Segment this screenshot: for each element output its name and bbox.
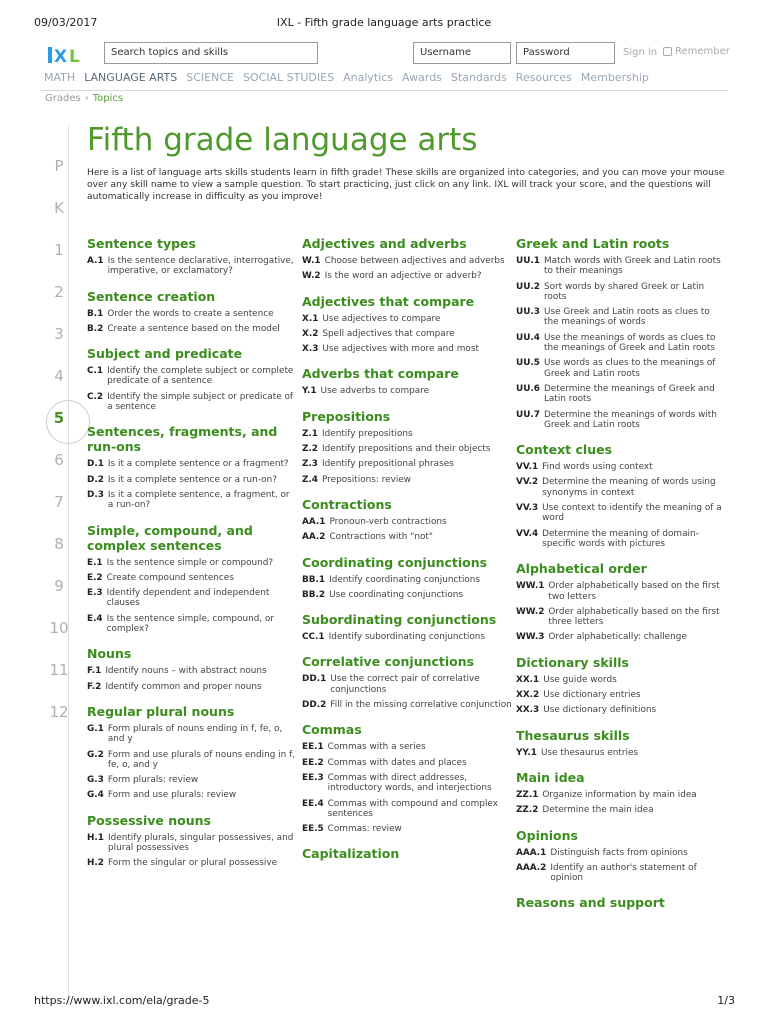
skill-link[interactable] xyxy=(516,690,726,700)
skill-name[interactable]: Determine the meaning of domain-specific words with pictures xyxy=(542,528,699,549)
skill-code: Z.2 xyxy=(302,444,318,455)
skill-name[interactable]: Use the correct pair of correlative conjunctions xyxy=(330,674,480,695)
skill-category xyxy=(516,442,726,549)
breadcrumb-topics[interactable]: Topics xyxy=(92,93,124,104)
skill-link[interactable] xyxy=(302,517,512,527)
skill-name[interactable]: Spell adjectives that compare xyxy=(322,328,455,339)
skill-code: VV.4 xyxy=(516,528,539,539)
skill-link[interactable] xyxy=(516,675,726,685)
category-title[interactable]: Sentences, fragments, and run-ons xyxy=(87,424,278,455)
skill-code: AAA.2 xyxy=(516,862,547,873)
skill-link[interactable] xyxy=(516,863,726,884)
skill-name[interactable]: Identify an author's statement of opinion xyxy=(550,862,697,884)
grade-4[interactable]: 4 xyxy=(54,367,64,385)
nav-item-social-studies[interactable]: SOCIAL STUDIES xyxy=(242,71,335,84)
category-title[interactable]: Simple, compound, and complex sentences xyxy=(87,522,253,553)
skill-name[interactable]: Use Greek and Latin roots as clues to the meanings of words xyxy=(543,307,710,328)
skill-code: A.1 xyxy=(87,256,104,266)
skill-name[interactable]: Use the meanings of words as clues to the meanings of Greek and Latin roots xyxy=(543,332,716,354)
skill-name[interactable]: Find words using context xyxy=(542,462,653,473)
category-title[interactable]: Opinions xyxy=(516,827,578,843)
skill-code: F.2 xyxy=(87,681,102,692)
nav-item-science[interactable]: SCIENCE xyxy=(186,71,234,84)
skill-code: X.3 xyxy=(302,344,319,355)
skill-link[interactable] xyxy=(302,314,512,324)
skill-name[interactable]: Commas with a series xyxy=(327,742,426,753)
skill-link[interactable] xyxy=(516,282,726,303)
skill-name[interactable]: Form plurals: review xyxy=(107,775,199,786)
skill-code: Y.1 xyxy=(302,386,317,397)
skill-link[interactable] xyxy=(87,750,297,771)
skill-code: G.3 xyxy=(87,775,104,786)
category-title[interactable]: Regular plural nouns xyxy=(87,703,235,719)
skill-link[interactable] xyxy=(87,724,297,745)
skill-name[interactable]: Commas with direct addresses, introductory words, and interjections xyxy=(327,772,492,794)
print-page-number: 1/3 xyxy=(717,994,735,1007)
category-title[interactable]: Dictionary skills xyxy=(516,654,629,670)
skill-category xyxy=(516,655,726,716)
skill-code: EE.5 xyxy=(302,824,324,835)
category-title[interactable]: Adjectives that compare xyxy=(302,293,475,309)
sign-in-button[interactable]: Sign in xyxy=(623,47,658,58)
skill-link[interactable] xyxy=(87,775,297,785)
skill-code: AAA.1 xyxy=(516,847,547,858)
category-title[interactable]: Correlative conjunctions xyxy=(302,654,475,670)
skill-link[interactable] xyxy=(302,742,512,752)
skill-link[interactable] xyxy=(302,459,512,469)
breadcrumb xyxy=(45,93,123,104)
grade-9[interactable]: 9 xyxy=(54,577,64,595)
skill-category xyxy=(516,561,726,642)
nav-item-membership[interactable]: Membership xyxy=(580,71,649,84)
skill-name[interactable]: Order the words to create a sentence xyxy=(107,308,274,319)
skill-name[interactable]: Is the sentence simple, compound, or complex? xyxy=(106,613,275,635)
skill-name[interactable]: Contractions with "not" xyxy=(329,532,433,543)
skill-name[interactable]: Identify prepositions and their objects xyxy=(321,444,491,455)
category-title[interactable]: Context clues xyxy=(516,442,613,458)
skill-category xyxy=(87,813,297,869)
skill-category xyxy=(516,828,726,884)
skill-link[interactable] xyxy=(87,573,297,583)
skill-link[interactable] xyxy=(302,824,512,834)
skill-name[interactable]: Determine the meanings of words with Greek and Latin roots xyxy=(543,409,717,430)
print-date: 09/03/2017 xyxy=(34,16,98,29)
skill-code: VV.1 xyxy=(516,462,539,473)
skills-column-1 xyxy=(87,236,297,881)
skill-name[interactable]: Use adverbs to compare xyxy=(320,386,430,397)
skill-category xyxy=(516,895,726,910)
skill-name[interactable]: Prepositions: review xyxy=(321,474,412,485)
skill-link[interactable] xyxy=(302,773,512,794)
breadcrumb-separator: › xyxy=(84,93,89,104)
print-title: IXL - Fifth grade language arts practice xyxy=(276,16,492,29)
remember-toggle[interactable] xyxy=(663,46,730,57)
page-title: Fifth grade language arts xyxy=(87,122,478,158)
skill-code: DD.2 xyxy=(302,700,327,711)
skill-name[interactable]: Organize information by main idea xyxy=(542,789,697,800)
nav-item-analytics[interactable]: Analytics xyxy=(343,71,394,84)
skill-name[interactable]: Is the sentence simple or compound? xyxy=(106,557,274,568)
skill-link[interactable] xyxy=(516,307,726,328)
skill-name[interactable]: Use words as clues to the meanings of Greek and Latin roots xyxy=(543,358,716,379)
skill-link[interactable] xyxy=(516,805,726,815)
category-title[interactable]: Subordinating conjunctions xyxy=(302,612,497,628)
category-title[interactable]: Greek and Latin roots xyxy=(516,236,670,251)
nav-item-standards[interactable]: Standards xyxy=(450,71,507,84)
skill-category xyxy=(302,654,512,710)
skill-link[interactable] xyxy=(302,444,512,454)
skill-link[interactable] xyxy=(302,799,512,820)
skill-code: ZZ.2 xyxy=(516,805,539,816)
skill-link[interactable] xyxy=(87,366,297,387)
skill-name[interactable]: Identify common and proper nouns xyxy=(105,681,262,692)
skill-category xyxy=(302,236,512,282)
grade-rail-divider xyxy=(68,125,69,1005)
grade-10[interactable]: 10 xyxy=(49,619,69,637)
skill-name[interactable]: Identify the simple subject or predicate of a sentence xyxy=(107,391,294,413)
skill-code: WW.3 xyxy=(516,632,545,643)
skill-code: UU.6 xyxy=(516,383,540,394)
skill-name[interactable]: Determine the main idea xyxy=(542,805,654,816)
skill-link[interactable] xyxy=(302,632,512,642)
svg-text:X: X xyxy=(54,47,68,65)
skill-name[interactable]: Is the sentence declarative, interrogative, imperative, or exclamatory? xyxy=(107,256,294,277)
skill-link[interactable] xyxy=(87,558,297,568)
skill-code: G.4 xyxy=(87,790,104,801)
category-title[interactable]: Subject and predicate xyxy=(87,346,243,362)
ixl-logo[interactable] xyxy=(48,45,90,65)
grade-11[interactable]: 11 xyxy=(49,661,69,679)
skill-name[interactable]: Use dictionary definitions xyxy=(543,705,657,716)
skill-name[interactable]: Form and use plurals of nouns ending in f, fe, o, and y xyxy=(107,749,296,770)
skill-link[interactable] xyxy=(302,475,512,485)
skill-link[interactable] xyxy=(87,490,297,511)
skill-link[interactable] xyxy=(302,590,512,600)
skill-code: AA.1 xyxy=(302,516,326,527)
intro-text: Here is a list of language arts skills students learn in fifth grade! These skills are organized into categories, and you can move your mouse over any skill name to view a sample question. To start practicing, just click on any link. IXL will track your score, and the questions will automatically increase in difficulty as you improve! xyxy=(87,167,725,202)
skill-link[interactable] xyxy=(302,256,512,266)
skill-code: W.1 xyxy=(302,256,321,266)
skill-code: G.1 xyxy=(87,723,104,734)
skill-link[interactable] xyxy=(516,632,726,642)
skill-name[interactable]: Choose between adjectives and adverbs xyxy=(324,256,505,266)
skill-link[interactable] xyxy=(516,384,726,405)
top-bar xyxy=(0,42,768,66)
skill-link[interactable] xyxy=(302,386,512,396)
skill-code: H.1 xyxy=(87,832,104,843)
category-title[interactable]: Main idea xyxy=(516,769,585,785)
skill-name[interactable]: Order alphabetically based on the first three letters xyxy=(548,606,720,628)
skill-code: F.1 xyxy=(87,666,102,677)
category-title[interactable]: Alphabetical order xyxy=(516,561,647,577)
skill-name[interactable]: Identify prepositional phrases xyxy=(321,459,454,470)
skill-name[interactable]: Create compound sentences xyxy=(106,572,234,583)
skill-name[interactable]: Use dictionary entries xyxy=(543,690,641,701)
skill-code: Z.3 xyxy=(302,459,318,470)
skill-code: WW.1 xyxy=(516,581,545,592)
skill-code: UU.2 xyxy=(516,281,540,292)
skill-link[interactable] xyxy=(87,614,297,635)
skill-category xyxy=(87,523,297,635)
skill-name[interactable]: Identify dependent and independent clauses xyxy=(106,588,270,609)
skill-category xyxy=(302,555,512,601)
skill-code: AA.2 xyxy=(302,532,326,543)
skill-name[interactable]: Determine the meanings of Greek and Latin roots xyxy=(543,383,715,405)
skill-link[interactable] xyxy=(516,477,726,498)
skill-link[interactable] xyxy=(87,392,297,413)
skills-column-2 xyxy=(302,236,512,873)
skill-code: XX.1 xyxy=(516,674,540,685)
category-title[interactable]: Contractions xyxy=(302,496,392,512)
remember-label: Remember xyxy=(675,46,730,57)
skill-code: EE.4 xyxy=(302,798,324,809)
skill-name[interactable]: Sort words by shared Greek or Latin roots xyxy=(543,281,705,302)
skill-code: G.2 xyxy=(87,749,104,760)
skill-link[interactable] xyxy=(302,532,512,542)
skill-link[interactable] xyxy=(516,848,726,858)
skill-name[interactable]: Is it a complete sentence, a fragment, or a run-on? xyxy=(107,489,290,511)
skill-link[interactable] xyxy=(87,309,297,319)
skill-name[interactable]: Form plurals of nouns ending in f, fe, o, and y xyxy=(107,723,283,745)
skill-link[interactable] xyxy=(516,748,726,758)
skill-name[interactable]: Use adjectives with more and most xyxy=(322,344,479,355)
skill-link[interactable] xyxy=(516,256,726,277)
skill-name[interactable]: Order alphabetically: challenge xyxy=(548,632,687,643)
skill-name[interactable]: Use coordinating conjunctions xyxy=(329,589,464,600)
skill-code: E.3 xyxy=(87,588,103,599)
skill-code: Z.4 xyxy=(302,474,318,485)
nav-item-resources[interactable]: Resources xyxy=(515,71,572,84)
category-title[interactable]: Sentence creation xyxy=(87,288,216,304)
category-title[interactable]: Coordinating conjunctions xyxy=(302,554,488,570)
skill-name[interactable]: Is it a complete sentence or a run-on? xyxy=(107,474,277,485)
skill-category xyxy=(87,346,297,412)
skill-category xyxy=(87,424,297,510)
skill-name[interactable]: Identify plurals, singular possessives, and plural possessives xyxy=(107,832,294,854)
nav-divider xyxy=(40,90,728,91)
skill-link[interactable] xyxy=(87,324,297,334)
skill-name[interactable]: Identify coordinating conjunctions xyxy=(329,574,480,585)
remember-checkbox[interactable] xyxy=(663,47,672,56)
skill-code: UU.4 xyxy=(516,332,540,343)
category-title[interactable]: Commas xyxy=(302,722,362,738)
skill-link[interactable] xyxy=(87,858,297,868)
skill-link[interactable] xyxy=(302,271,512,281)
grade-p[interactable]: P xyxy=(54,157,64,175)
skill-name[interactable]: Use guide words xyxy=(543,674,617,685)
skill-name[interactable]: Use context to identify the meaning of a word xyxy=(542,503,722,524)
nav-item-math[interactable]: MATH xyxy=(44,71,76,84)
password-field[interactable]: Password xyxy=(516,42,615,64)
skill-link[interactable] xyxy=(302,344,512,354)
skill-category xyxy=(87,289,297,335)
skill-link[interactable] xyxy=(87,682,297,692)
skill-code: ZZ.1 xyxy=(516,789,539,800)
skill-category xyxy=(302,409,512,485)
skill-code: WW.2 xyxy=(516,606,545,617)
skill-link[interactable] xyxy=(516,410,726,431)
category-title[interactable]: Adjectives and adverbs xyxy=(302,236,467,251)
category-title[interactable]: Prepositions xyxy=(302,408,391,424)
skill-code: H.2 xyxy=(87,858,104,869)
skill-link[interactable] xyxy=(87,459,297,469)
skill-category xyxy=(516,728,726,758)
category-title[interactable]: Capitalization xyxy=(302,846,400,862)
skill-code: EE.2 xyxy=(302,757,324,768)
skill-link[interactable] xyxy=(516,705,726,715)
grade-12[interactable]: 12 xyxy=(49,703,69,721)
skill-name[interactable]: Is the word an adjective or adverb? xyxy=(324,271,482,282)
skill-link[interactable] xyxy=(516,529,726,550)
skill-code: D.2 xyxy=(87,474,104,485)
category-title[interactable]: Nouns xyxy=(87,646,132,662)
skill-name[interactable]: Create a sentence based on the model xyxy=(107,323,280,334)
skill-link[interactable] xyxy=(87,588,297,609)
skill-code: UU.3 xyxy=(516,307,540,318)
skill-link[interactable] xyxy=(516,581,726,602)
skill-code: XX.3 xyxy=(516,705,540,716)
grade-3[interactable]: 3 xyxy=(54,325,64,343)
skill-link[interactable] xyxy=(516,503,726,524)
skill-name[interactable]: Identify prepositions xyxy=(321,428,413,439)
skill-code: C.2 xyxy=(87,391,104,402)
skill-link[interactable] xyxy=(302,700,512,710)
skill-name[interactable]: Identify nouns – with abstract nouns xyxy=(105,666,267,677)
skill-code: Z.1 xyxy=(302,428,318,439)
skill-name[interactable]: Form the singular or plural possessive xyxy=(107,858,278,869)
skill-code: D.3 xyxy=(87,489,104,500)
skill-code: B.1 xyxy=(87,308,104,319)
skill-link[interactable] xyxy=(302,329,512,339)
skill-name[interactable]: Distinguish facts from opinions xyxy=(550,847,688,858)
skill-name[interactable]: Identify the complete subject or complete predicate of a sentence xyxy=(107,366,294,387)
skill-category xyxy=(87,646,297,692)
nav-item-language-arts[interactable]: LANGUAGE ARTS xyxy=(84,71,178,84)
skill-code: VV.3 xyxy=(516,503,539,514)
category-title[interactable]: Sentence types xyxy=(87,236,196,251)
skill-link[interactable] xyxy=(516,462,726,472)
category-title[interactable]: Adverbs that compare xyxy=(302,366,459,382)
skill-link[interactable] xyxy=(302,674,512,695)
grade-1[interactable]: 1 xyxy=(54,241,64,259)
grade-k[interactable]: K xyxy=(54,199,64,217)
skill-category xyxy=(302,846,512,861)
skill-link[interactable] xyxy=(516,790,726,800)
skill-name[interactable]: Use thesaurus entries xyxy=(540,747,639,758)
skill-code: C.1 xyxy=(87,366,104,377)
skill-name[interactable]: Pronoun-verb contractions xyxy=(329,516,447,527)
skill-category xyxy=(302,294,512,355)
skill-code: W.2 xyxy=(302,271,321,282)
skill-link[interactable] xyxy=(516,358,726,379)
skill-name[interactable]: Form and use plurals: review xyxy=(107,790,237,801)
search-input[interactable]: Search topics and skills xyxy=(104,42,318,64)
skill-code: EE.1 xyxy=(302,742,324,753)
skill-code: DD.1 xyxy=(302,674,327,685)
skill-category xyxy=(302,497,512,543)
username-field[interactable]: Username xyxy=(413,42,511,64)
category-title[interactable]: Possessive nouns xyxy=(87,812,211,828)
skill-category xyxy=(516,236,726,430)
skill-name[interactable]: Determine the meaning of words using synonyms in context xyxy=(542,477,716,498)
skill-category xyxy=(516,770,726,816)
skill-name[interactable]: Is it a complete sentence or a fragment? xyxy=(107,459,289,470)
category-title[interactable]: Reasons and support xyxy=(516,895,665,911)
skill-category xyxy=(302,722,512,834)
skill-name[interactable]: Commas with dates and places xyxy=(327,757,467,768)
skill-category xyxy=(87,704,297,801)
skill-code: X.2 xyxy=(302,328,319,339)
skill-link[interactable] xyxy=(302,429,512,439)
skill-category xyxy=(87,236,297,277)
skill-code: X.1 xyxy=(302,313,319,324)
skill-name[interactable]: Identify subordinating conjunctions xyxy=(328,632,486,643)
skill-code: UU.5 xyxy=(516,358,540,369)
skill-code: E.1 xyxy=(87,557,103,568)
skills-column-3 xyxy=(516,236,726,922)
skill-link[interactable] xyxy=(516,607,726,628)
skill-code: CC.1 xyxy=(302,632,325,643)
grade-5[interactable]: 5 xyxy=(53,409,65,427)
skill-category xyxy=(302,366,512,396)
skill-code: UU.1 xyxy=(516,256,540,266)
skill-link[interactable] xyxy=(87,256,297,277)
skill-code: VV.2 xyxy=(516,477,539,488)
skill-category xyxy=(302,612,512,642)
skill-link[interactable] xyxy=(87,833,297,854)
main-nav xyxy=(44,71,658,89)
skill-code: EE.3 xyxy=(302,772,324,783)
skill-code: UU.7 xyxy=(516,409,540,420)
skill-code: B.2 xyxy=(87,323,104,334)
skill-code: XX.2 xyxy=(516,690,540,701)
skill-link[interactable] xyxy=(516,333,726,354)
grade-8[interactable]: 8 xyxy=(54,535,64,553)
category-title[interactable]: Thesaurus skills xyxy=(516,727,630,743)
skill-link[interactable] xyxy=(87,475,297,485)
skill-link[interactable] xyxy=(87,666,297,676)
skill-code: D.1 xyxy=(87,459,104,470)
skill-name[interactable]: Commas with compound and complex sentences xyxy=(327,798,498,819)
grade-6[interactable]: 6 xyxy=(54,451,64,469)
breadcrumb-grades[interactable]: Grades xyxy=(45,93,81,104)
nav-item-awards[interactable]: Awards xyxy=(402,71,442,84)
print-url: https://www.ixl.com/ela/grade-5 xyxy=(34,994,210,1007)
skill-code: E.4 xyxy=(87,613,103,624)
skill-code: YY.1 xyxy=(516,747,537,758)
skill-name[interactable]: Order alphabetically based on the first two letters xyxy=(548,581,720,602)
skill-name[interactable]: Fill in the missing correlative conjunction xyxy=(330,700,512,711)
grade-2[interactable]: 2 xyxy=(54,283,64,301)
skill-code: BB.1 xyxy=(302,574,326,585)
skill-name[interactable]: Use adjectives to compare xyxy=(322,313,441,324)
grade-7[interactable]: 7 xyxy=(54,493,64,511)
skill-link[interactable] xyxy=(87,790,297,800)
skill-link[interactable] xyxy=(302,575,512,585)
skill-code: BB.2 xyxy=(302,589,326,600)
svg-text:L: L xyxy=(69,47,80,65)
skill-code: E.2 xyxy=(87,572,103,583)
skill-link[interactable] xyxy=(302,758,512,768)
skill-name[interactable]: Commas: review xyxy=(327,824,402,835)
skill-name[interactable]: Match words with Greek and Latin roots to their meanings xyxy=(543,256,721,277)
